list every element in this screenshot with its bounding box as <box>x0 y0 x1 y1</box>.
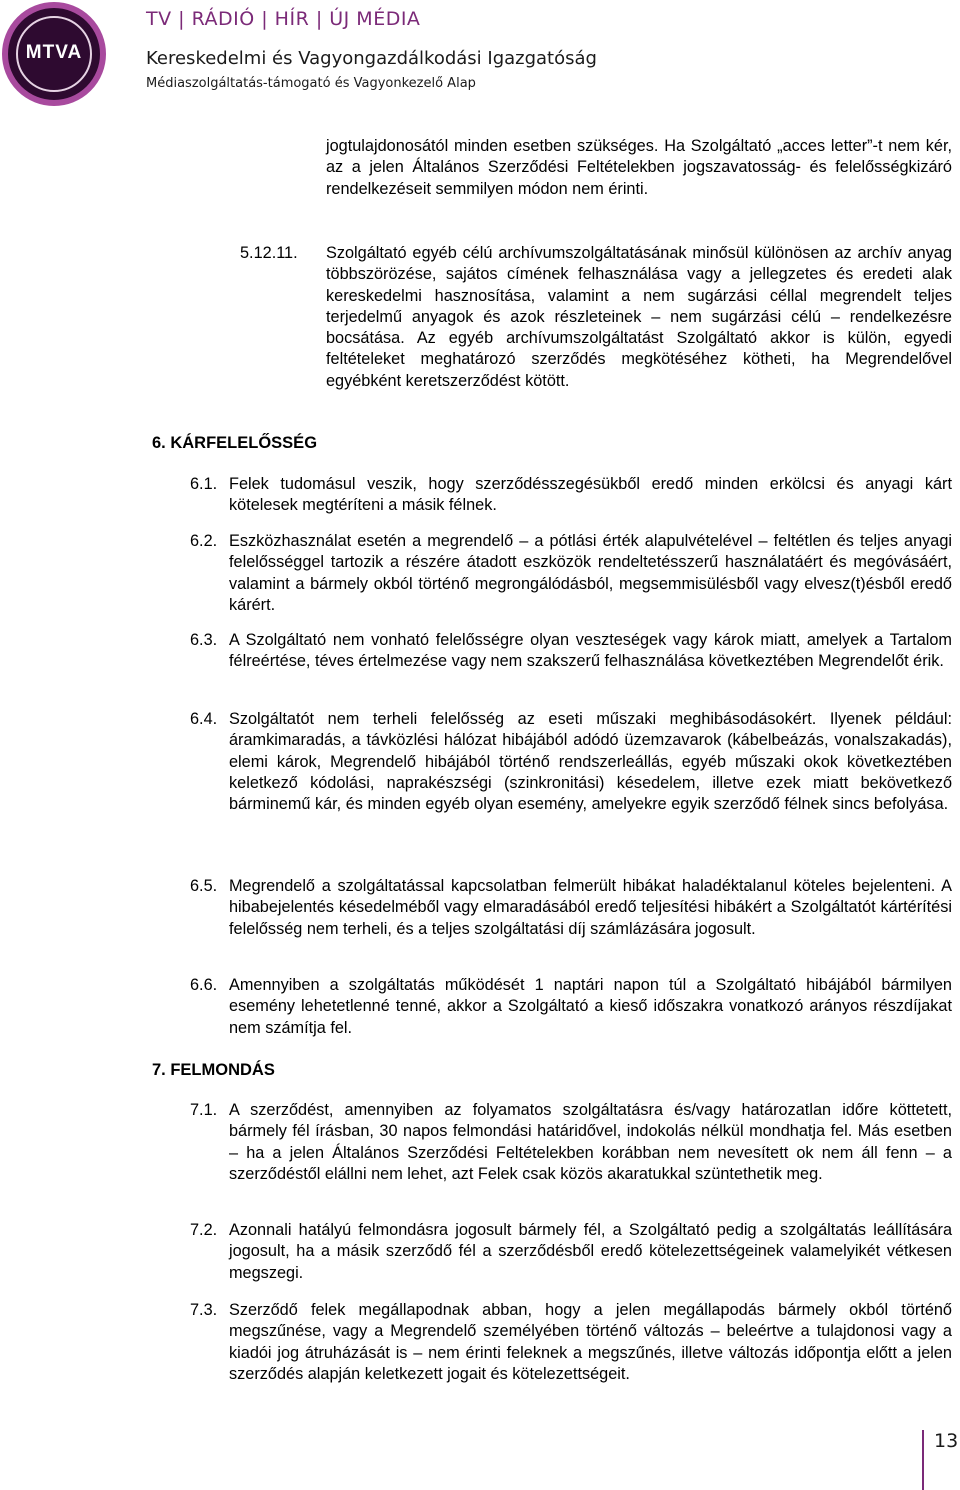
clause-number-6-6: 6.6. <box>190 976 218 994</box>
section-heading-6: 6. KÁRFELELŐSSÉG <box>152 434 318 452</box>
mtva-logo <box>2 2 106 106</box>
clause-text-6-3: A Szolgáltató nem vonható felelősségre olyan veszteségek vagy károk miatt, amelyek a Tartalom félreértése, téves értelmezése vagy nem szakszerű felhasználása következtében Megrendelőt érik. <box>229 631 952 671</box>
clause-text-7-1: A szerződést, amennyiben az folyamatos szolgáltatásra és/vagy határozatlan időre köttetett, bármely fél írásban, 30 napos felmondási határidővel, indokolás nélkül mondhatja fel. Más esetben – ha a jelen Általános Szerződési Feltételekben korábban nem nevesített ok nem áll fenn – a szerződéstől elállni nem lehet, azt Felek csak közös akaratukkal szüntethetik meg. <box>229 1101 952 1183</box>
page-number-bar <box>922 1430 924 1490</box>
clause-text-6-1: Felek tudomásul veszik, hogy szerződésszegésükből eredő minden erkölcsi és anyagi kárt kötelesek megtéríteni a másik félnek. <box>229 475 952 515</box>
clause-number-6-3: 6.3. <box>190 631 218 649</box>
clause-number-6-5: 6.5. <box>190 877 218 895</box>
clause-text-7-3: Szerződő felek megállapodnak abban, hogy a jelen megállapodás bármely okból történő megszűnése, vagy a Megrendelő személyében történő változás – beleértve a tulajdonosi vagy a kiadói jog átruházását is – nem érinti feleknek a megszűnés, illetve változás időpontja előtt a jelen szerződés alapján keletkezett jogait és kötelezettségeit. <box>229 1301 952 1383</box>
clause-number-7-2: 7.2. <box>190 1221 218 1239</box>
page-number: 13 <box>934 1430 959 1452</box>
header-organization: Médiaszolgáltatás-támogató és Vagyonkezelő Alap <box>146 76 476 91</box>
clause-text-6-5: Megrendelő a szolgáltatással kapcsolatban felmerült hibákat haladéktalanul köteles bejelenteni. A hibabejelentés késedelméből vagy elmaradásából eredő teljesítési hibákért a Szolgáltatót kártérítési felelősség nem terheli, és a teljes szolgáltatási díj számlázására jogosult. <box>229 877 952 938</box>
clause-text-5-12-11: Szolgáltató egyéb célú archívumszolgáltatásának minősül különösen az archív anyag többszörözése, sajátos címének felhasználása vagy a jellegzetes és eredeti alak kereskedelmi hasznosítása, valamint a nem sugárzási céllal megrendelt teljes terjedelmű anyagok és azok részleteinek – nem sugárzási célú – rendelkezésre bocsátása. Az egyéb archívumszolgáltatást Szolgáltató akkor is külön, egyedi feltételeket meghatározó szerződés megkötéséhez kötheti, ha Megrendelővel egyébként keretszerződést kötött. <box>326 244 952 390</box>
clause-text-6-2: Eszközhasználat esetén a megrendelő – a pótlási érték alapulvételével – feltétlen és teljes anyagi felelősséggel tartozik a részére átadott eszközök rendeltetésszerű használatáért és megóvásáért, valamint a bármely okból történő megrongálódásból, megsemmisülésből vagy elvesz(t)ésből eredő kárért. <box>229 532 952 614</box>
clause-number-5-12-11: 5.12.11. <box>240 244 298 262</box>
section-heading-7: 7. FELMONDÁS <box>152 1061 275 1079</box>
header-tagline: TV | RÁDIÓ | HÍR | ÚJ MÉDIA <box>146 8 421 30</box>
clause-text-6-4: Szolgáltatót nem terheli felelősség az eseti műszaki meghibásodásokért. Ilyenek például: áramkimaradás, a távközlési hálózat hibájából adódó üzemzavarok (kábelbeázás, vonalszakadás), elemi károk, Megrendelő hibájából történő rendszerleállás, egyéb műszaki okok következtében keletkező kódolási, naprakészségi (szinkronitási) késedelem, illetve ezek miatt bekövetkező bárminemű kár, és minden egyéb olyan esemény, amelyekre egyik szerződő félnek sincs befolyása. <box>229 710 952 814</box>
clause-number-7-1: 7.1. <box>190 1101 218 1119</box>
header-department: Kereskedelmi és Vagyongazdálkodási Igazgatóság <box>146 48 597 69</box>
clause-number-7-3: 7.3. <box>190 1301 218 1319</box>
clause-text-6-6: Amennyiben a szolgáltatás működését 1 naptári napon túl a Szolgáltató hibájából bármilyen esemény lehetetlenné tenné, akkor a Szolgáltató a kieső időszakra vonatkozó arányos részdíjakat nem számítja fel. <box>229 976 952 1037</box>
clause-number-6-1: 6.1. <box>190 475 218 493</box>
logo-text: MTVA <box>25 42 83 63</box>
clause-number-6-2: 6.2. <box>190 532 218 550</box>
clause-number-6-4: 6.4. <box>190 710 218 728</box>
page-header <box>0 0 960 110</box>
continuation-paragraph: jogtulajdonosától minden esetben szükséges. Ha Szolgáltató „acces letter”-t nem kér, az a jelen Általános Szerződési Feltételekben jogszavatosság- és felelősségkizáró rendelkezéseit semmilyen módon nem érinti. <box>326 137 952 198</box>
clause-text-7-2: Azonnali hatályú felmondásra jogosult bármely fél, a Szolgáltató pedig a szolgáltatás leállítására jogosult, ha a másik szerződő fél a szerződésből eredő kötelezettségeinek valamelyikét vétkesen megszegi. <box>229 1221 952 1282</box>
